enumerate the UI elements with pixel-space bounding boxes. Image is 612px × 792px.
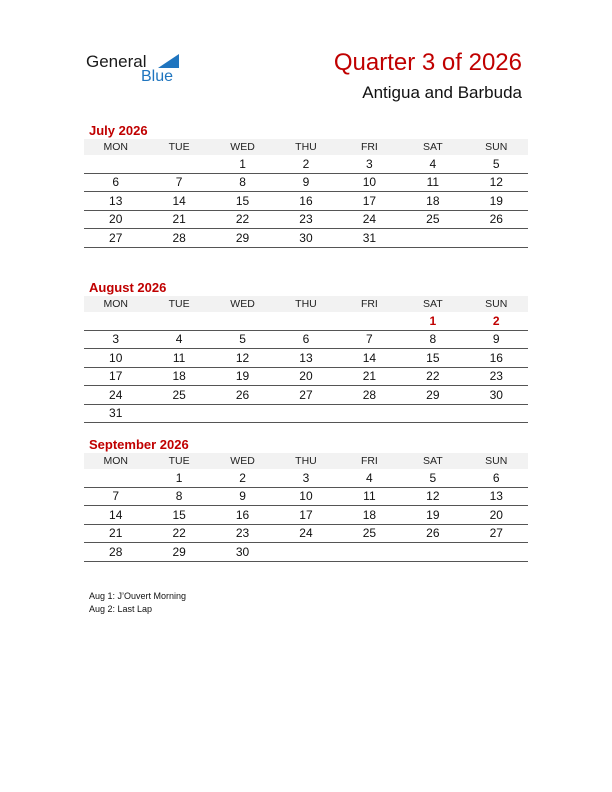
day-cell: 14	[147, 192, 210, 211]
weekday-header: SUN	[465, 296, 528, 312]
day-cell: 20	[84, 210, 147, 229]
week-row	[84, 229, 528, 248]
holiday-note: Aug 2: Last Lap	[89, 604, 153, 614]
day-cell: 21	[338, 367, 401, 386]
day-cell: 22	[211, 210, 274, 229]
month-block-august	[84, 279, 528, 423]
day-cell	[338, 312, 401, 330]
day-cell: 9	[211, 487, 274, 506]
day-cell: 17	[84, 367, 147, 386]
day-cell: 26	[401, 524, 464, 543]
day-cell: 26	[465, 210, 528, 229]
week-row	[84, 210, 528, 229]
weekday-header: THU	[274, 296, 337, 312]
day-cell: 1	[211, 155, 274, 173]
day-cell: 17	[338, 192, 401, 211]
day-cell: 3	[84, 330, 147, 349]
calendar-grid	[84, 453, 528, 562]
day-cell: 4	[147, 330, 210, 349]
logo	[86, 52, 186, 88]
day-cell	[465, 543, 528, 562]
day-cell: 18	[401, 192, 464, 211]
day-cell	[401, 404, 464, 423]
day-cell	[338, 543, 401, 562]
day-cell: 16	[274, 192, 337, 211]
weekday-header: TUE	[147, 453, 210, 469]
day-cell: 13	[84, 192, 147, 211]
month-block-july	[84, 122, 528, 248]
day-cell: 7	[147, 173, 210, 192]
day-cell	[338, 404, 401, 423]
logo-triangle-icon	[158, 54, 179, 68]
day-cell: 11	[147, 349, 210, 368]
holiday-note: Aug 1: J’Ouvert Morning	[89, 591, 187, 601]
day-cell: 10	[84, 349, 147, 368]
day-cell: 29	[401, 386, 464, 405]
day-cell: 18	[147, 367, 210, 386]
weekday-header: WED	[211, 296, 274, 312]
day-cell: 8	[147, 487, 210, 506]
weekday-header: MON	[84, 453, 147, 469]
day-cell: 5	[211, 330, 274, 349]
day-cell: 25	[338, 524, 401, 543]
day-cell: 30	[211, 543, 274, 562]
weekday-header: FRI	[338, 453, 401, 469]
week-row	[84, 349, 528, 368]
day-cell: 24	[338, 210, 401, 229]
day-cell: 16	[465, 349, 528, 368]
day-cell: 3	[338, 155, 401, 173]
day-cell: 5	[465, 155, 528, 173]
day-cell: 16	[211, 506, 274, 525]
day-cell: 27	[84, 229, 147, 248]
page-title: Quarter 3 of 2026	[333, 49, 522, 76]
weekday-header: TUE	[147, 296, 210, 312]
weekday-header: FRI	[338, 296, 401, 312]
day-cell: 13	[274, 349, 337, 368]
weekday-header: THU	[274, 453, 337, 469]
day-cell: 11	[338, 487, 401, 506]
weekday-header: FRI	[338, 139, 401, 155]
day-cell: 11	[401, 173, 464, 192]
month-title: August 2026	[89, 280, 167, 295]
day-cell: 14	[338, 349, 401, 368]
day-cell: 21	[147, 210, 210, 229]
day-cell: 9	[465, 330, 528, 349]
day-cell: 22	[401, 367, 464, 386]
day-cell: 31	[338, 229, 401, 248]
day-cell: 4	[338, 469, 401, 487]
day-cell: 8	[211, 173, 274, 192]
day-cell: 28	[84, 543, 147, 562]
day-cell: 1	[147, 469, 210, 487]
day-cell: 23	[274, 210, 337, 229]
day-cell: 27	[465, 524, 528, 543]
day-cell: 31	[84, 404, 147, 423]
week-row	[84, 404, 528, 423]
day-cell: 6	[274, 330, 337, 349]
day-cell: 30	[274, 229, 337, 248]
day-cell: 7	[84, 487, 147, 506]
day-cell: 20	[465, 506, 528, 525]
day-cell: 13	[465, 487, 528, 506]
day-cell: 6	[465, 469, 528, 487]
weekday-header: TUE	[147, 139, 210, 155]
month-title: September 2026	[89, 437, 189, 452]
day-cell: 24	[274, 524, 337, 543]
day-cell	[211, 312, 274, 330]
week-row	[84, 155, 528, 173]
day-cell: 17	[274, 506, 337, 525]
calendar-grid	[84, 139, 528, 248]
day-cell: 25	[401, 210, 464, 229]
day-cell: 7	[338, 330, 401, 349]
day-cell: 2	[465, 312, 528, 330]
week-row	[84, 386, 528, 405]
week-row	[84, 330, 528, 349]
day-cell: 15	[147, 506, 210, 525]
day-cell: 4	[401, 155, 464, 173]
day-cell	[274, 404, 337, 423]
day-cell	[147, 155, 210, 173]
weekday-header: WED	[211, 139, 274, 155]
day-cell	[211, 404, 274, 423]
day-cell: 8	[401, 330, 464, 349]
day-cell	[274, 312, 337, 330]
week-row	[84, 524, 528, 543]
day-cell: 12	[211, 349, 274, 368]
holiday-notes	[89, 590, 186, 616]
weekday-header: WED	[211, 453, 274, 469]
day-cell: 19	[465, 192, 528, 211]
week-row	[84, 192, 528, 211]
week-row	[84, 367, 528, 386]
day-cell	[147, 312, 210, 330]
weekday-header: THU	[274, 139, 337, 155]
day-cell	[274, 543, 337, 562]
day-cell: 22	[147, 524, 210, 543]
day-cell: 19	[211, 367, 274, 386]
weekday-header: MON	[84, 139, 147, 155]
day-cell: 28	[147, 229, 210, 248]
week-row	[84, 312, 528, 330]
day-cell: 29	[147, 543, 210, 562]
weekday-header: SAT	[401, 453, 464, 469]
day-cell: 21	[84, 524, 147, 543]
week-row	[84, 543, 528, 562]
day-cell: 18	[338, 506, 401, 525]
day-cell: 10	[338, 173, 401, 192]
day-cell	[147, 404, 210, 423]
day-cell	[465, 229, 528, 248]
month-block-september	[84, 436, 528, 562]
day-cell	[401, 229, 464, 248]
day-cell: 27	[274, 386, 337, 405]
day-cell: 24	[84, 386, 147, 405]
day-cell	[84, 469, 147, 487]
day-cell: 6	[84, 173, 147, 192]
weekday-header: MON	[84, 296, 147, 312]
day-cell: 12	[401, 487, 464, 506]
day-cell: 10	[274, 487, 337, 506]
day-cell: 30	[465, 386, 528, 405]
month-title: July 2026	[89, 123, 148, 138]
weekday-header: SUN	[465, 139, 528, 155]
logo-general: General	[86, 52, 147, 71]
day-cell: 15	[401, 349, 464, 368]
day-cell: 29	[211, 229, 274, 248]
week-row	[84, 469, 528, 487]
day-cell	[84, 312, 147, 330]
day-cell: 2	[274, 155, 337, 173]
day-cell: 20	[274, 367, 337, 386]
day-cell: 19	[401, 506, 464, 525]
weekday-header: SAT	[401, 139, 464, 155]
day-cell	[84, 155, 147, 173]
calendar-grid	[84, 296, 528, 423]
week-row	[84, 487, 528, 506]
day-cell	[401, 543, 464, 562]
day-cell: 23	[465, 367, 528, 386]
day-cell: 25	[147, 386, 210, 405]
weekday-header: SAT	[401, 296, 464, 312]
day-cell: 26	[211, 386, 274, 405]
day-cell: 15	[211, 192, 274, 211]
logo-blue: Blue	[141, 68, 174, 85]
page-subtitle: Antigua and Barbuda	[362, 83, 522, 102]
weekday-header: SUN	[465, 453, 528, 469]
day-cell: 14	[84, 506, 147, 525]
day-cell: 2	[211, 469, 274, 487]
day-cell: 12	[465, 173, 528, 192]
day-cell: 5	[401, 469, 464, 487]
day-cell	[465, 404, 528, 423]
day-cell: 9	[274, 173, 337, 192]
day-cell: 23	[211, 524, 274, 543]
week-row	[84, 173, 528, 192]
week-row	[84, 506, 528, 525]
day-cell: 28	[338, 386, 401, 405]
day-cell: 3	[274, 469, 337, 487]
day-cell: 1	[401, 312, 464, 330]
